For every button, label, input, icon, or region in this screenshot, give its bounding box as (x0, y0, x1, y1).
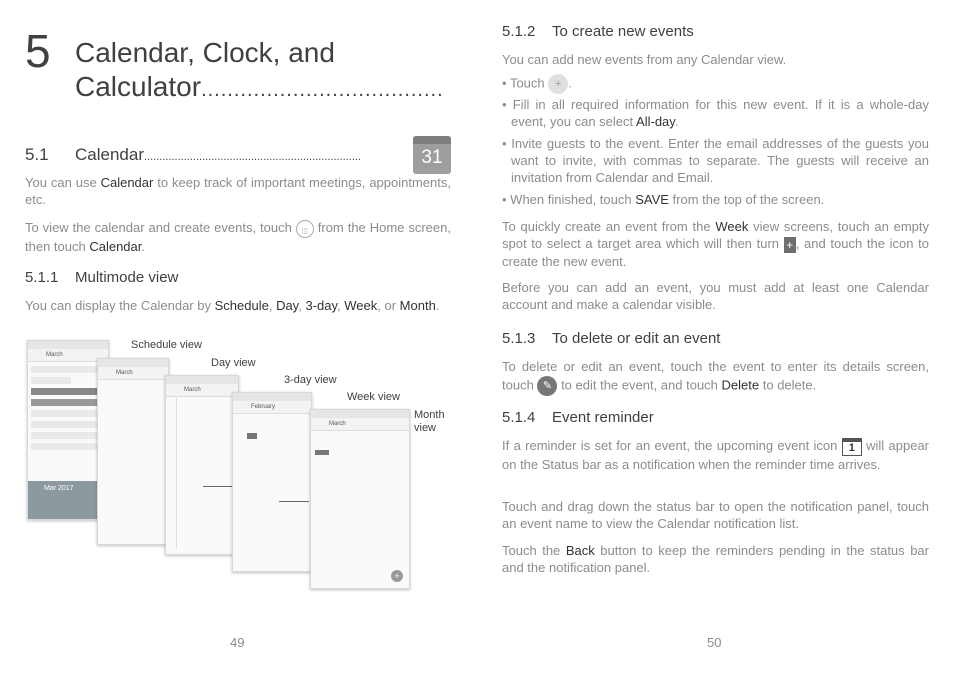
week-term: Week (715, 219, 749, 234)
caption-3day-view: 3-day view (284, 374, 337, 386)
paragraph-delete-edit (502, 358, 929, 396)
paragraph-add-events: You can add new events from any Calendar view. (502, 52, 787, 67)
three-day-view-screenshot (165, 375, 239, 555)
page-number-right: 50 (707, 635, 722, 650)
text: Touch the (502, 543, 561, 558)
caption-week-view: Week view (347, 391, 400, 403)
section-5-1-title: Calendar (75, 145, 144, 164)
text: . (141, 238, 146, 254)
shot-february-label: February (233, 401, 311, 414)
text: will appear on the Status bar as a notification when the reminder time arrives. (502, 438, 930, 472)
bullet-save: • When finished, touch SAVE from the top of the screen. (502, 192, 825, 207)
plus-block-icon: + (784, 237, 796, 253)
bullet-touch-add: • Touch + . (502, 74, 929, 94)
text: to edit the event, and touch (561, 377, 718, 393)
section-5-1-number: 5.1 (25, 145, 49, 164)
paragraph-notification-panel: Touch and drag down the status bar to open the notification panel, touch an event name to view the Calendar notification list. (502, 499, 929, 531)
text: You can use (25, 175, 97, 190)
text: to keep track of important meetings, appointments, etc. (25, 175, 451, 207)
text: , and touch the icon to create the new event. (502, 236, 929, 269)
text: If a reminder is set for an event, the upcoming event icon (502, 438, 838, 453)
schedule-term: Schedule (214, 298, 269, 313)
apps-launcher-icon: ⁞⁞⁞ (296, 220, 314, 238)
shot-month-label: March (311, 418, 409, 431)
section-5-1-4-number: 5.1.4 (502, 409, 536, 426)
reminder-icon-date: 1 (848, 441, 855, 454)
text: button to keep the reminders pending in the status bar and the notification panel. (502, 543, 929, 575)
section-5-1-heading (75, 145, 361, 165)
edit-pencil-icon: ✎ (537, 376, 557, 396)
add-icon: + (548, 74, 568, 94)
paragraph-reminder (502, 437, 929, 473)
text: Touch (509, 75, 545, 91)
section-5-1-3-title: To delete or edit an event (552, 330, 721, 347)
text: . (674, 114, 679, 129)
paragraph-account-note: Before you can add an event, you must add at least one Calendar account and make a calendar visible. (502, 280, 929, 312)
chapter-title-line1: Calendar, Clock, and (75, 37, 335, 68)
day-view-screenshot (97, 358, 169, 545)
section-5-1-1-number: 5.1.1 (25, 269, 59, 286)
text: from the Home screen, then touch (25, 220, 451, 254)
section-5-1-1-title: Multimode view (75, 269, 179, 286)
text: . (568, 75, 572, 91)
text: When finished, touch (510, 192, 632, 207)
text: Fill in all required information for this new event. If it is a whole-day event, you can select (511, 97, 929, 129)
section-5-1-3-number: 5.1.3 (502, 330, 536, 347)
shot-month-label: March (28, 349, 108, 362)
three-day-term: 3-day (305, 298, 338, 313)
calendar-icon-date: 31 (421, 147, 443, 168)
back-term: Back (565, 543, 595, 558)
month-term: Month (399, 298, 436, 313)
paragraph-quick-create (502, 218, 929, 270)
calendar-term: Calendar (100, 175, 154, 190)
paragraph-back-button (502, 542, 929, 576)
caption-month-view: Month view (414, 409, 445, 434)
day-term: Day (276, 298, 299, 313)
paragraph-multimode: You can display the Calendar by Schedule, Day, 3-day, Week, or Month. (25, 298, 440, 313)
delete-term: Delete (721, 377, 760, 393)
text: Invite guests to the event. Enter the email addresses of the guests you want to invite, with commas to separate. The guests will receive an invitation from Calendar and Email. (511, 136, 929, 185)
all-day-term: All-day (636, 114, 675, 129)
caption-day-view: Day view (211, 357, 256, 369)
week-term: Week (344, 298, 378, 313)
text: from the top of the screen. (672, 192, 825, 207)
month-view-screenshot: March + (310, 409, 410, 589)
text: To view the calendar and create events, touch (25, 220, 292, 235)
calendar-term: Calendar (89, 238, 142, 254)
section-5-1-dots: ....................................................................... (144, 151, 361, 163)
event-reminder-icon (842, 438, 862, 456)
chapter-title-line2: Calculator (75, 71, 202, 102)
save-term: SAVE (635, 192, 669, 207)
caption-schedule-view: Schedule view (131, 339, 202, 351)
text: To delete or edit an event, touch the event to enter its details screen, touch (502, 359, 929, 393)
week-view-screenshot (232, 392, 312, 572)
bullet-invite-guests: • Invite guests to the event. Enter the email addresses of the guests you want to invite, with commas to separate. The guests will receive an invitation from Calendar and Email. (502, 136, 929, 185)
text: to delete. (762, 377, 817, 393)
chapter-number: 5 (25, 25, 51, 77)
section-5-1-2-title: To create new events (552, 23, 694, 40)
text: view screens, touch an empty spot to select a target area which will then turn (502, 219, 929, 251)
section-5-1-4-title: Event reminder (552, 409, 654, 426)
page-number-left: 49 (230, 635, 245, 650)
paragraph-calendar-intro (25, 174, 451, 208)
text: , or (377, 298, 397, 313)
shot-month-label: March (98, 367, 168, 380)
section-5-1-2-number: 5.1.2 (502, 23, 536, 40)
chapter-title-dots: ..................................... (201, 79, 444, 101)
bullet-fill-info: • Fill in all required information for this new event. If it is a whole-day event, you can select All-day. (502, 97, 929, 129)
chapter-title (75, 36, 455, 107)
text: To quickly create an event from the (502, 219, 711, 234)
shot-mar-2017: Mar 2017 (44, 485, 74, 492)
shot-month-label: March (166, 384, 238, 397)
calendar-app-icon (413, 136, 451, 174)
text: You can display the Calendar by (25, 298, 211, 313)
paragraph-open-calendar (25, 219, 451, 255)
